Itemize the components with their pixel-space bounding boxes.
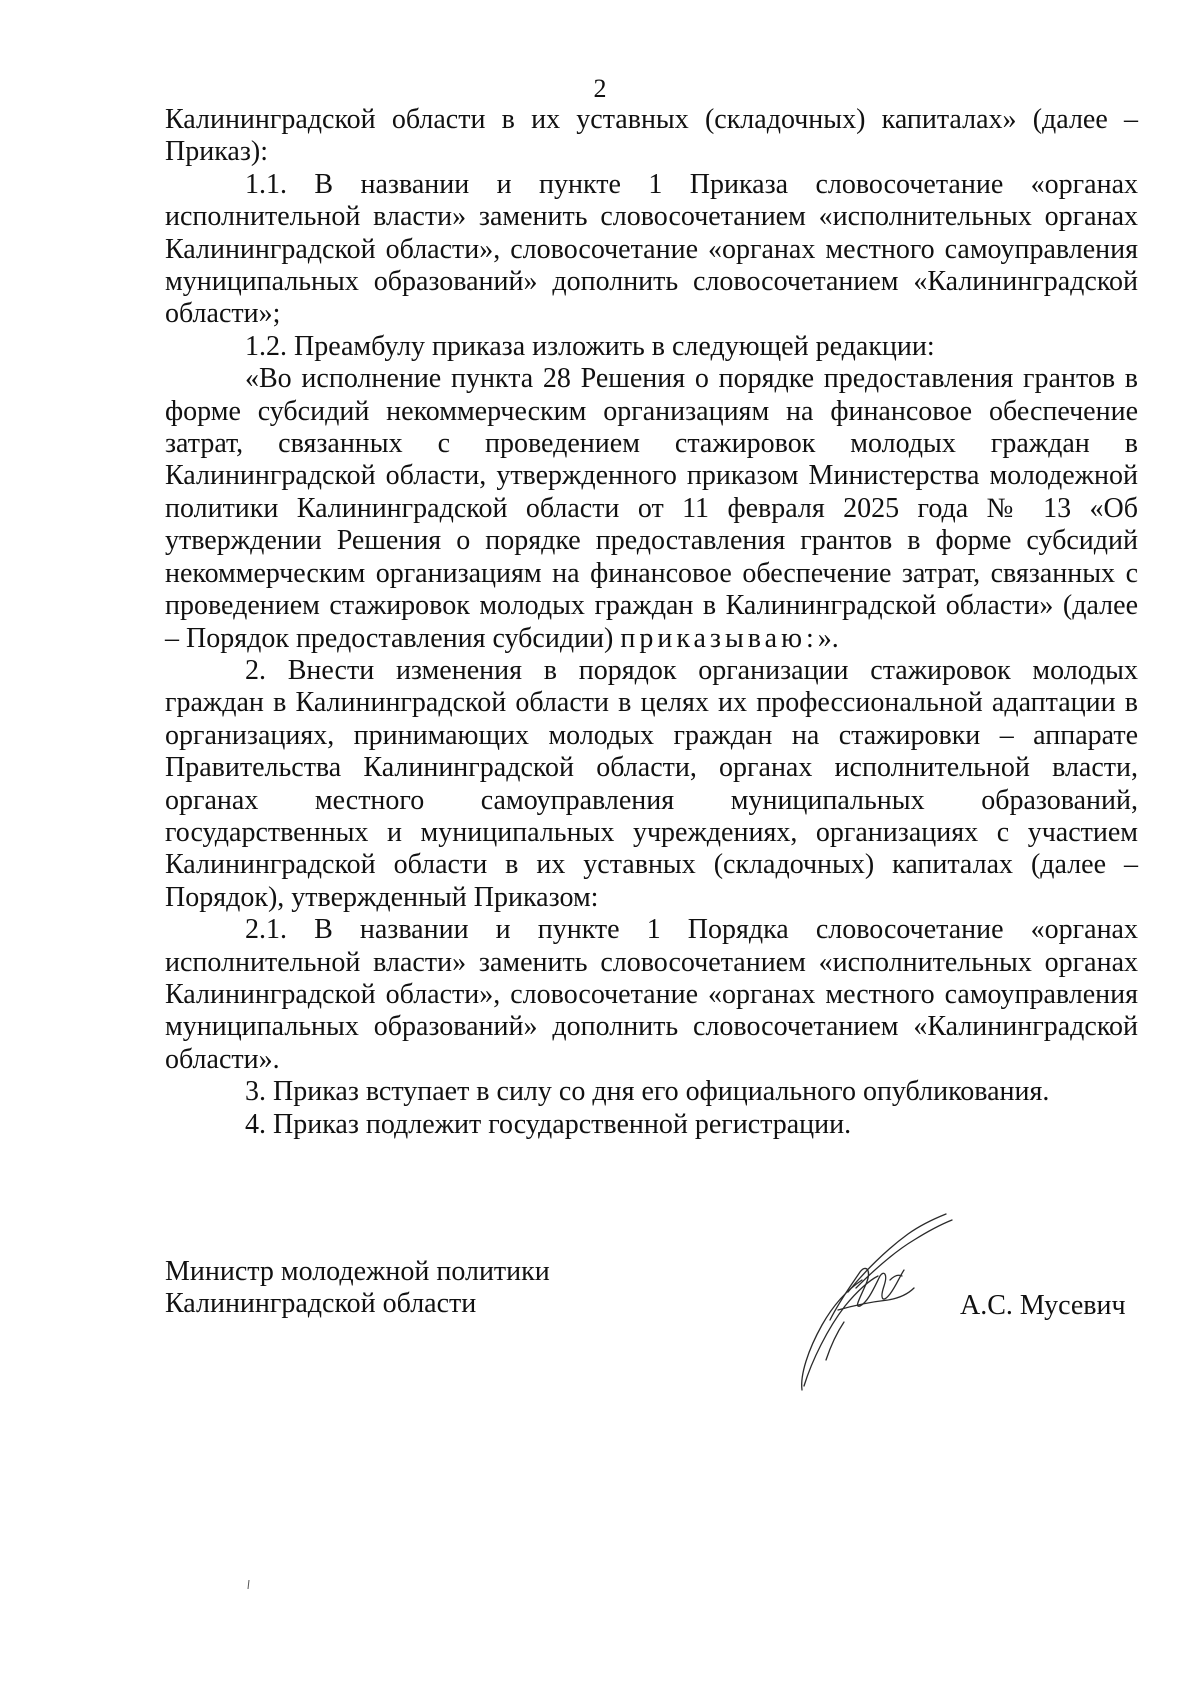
preamble-text: «Во исполнение пункта 28 Решения о порядке предоставления грантов в форме субсидий некоммерческим организациям на финансовое обеспечение затрат, связанных с проведением стажировок молодых граждан в Калининградской области, утвержденного приказом Министерства молодежной политики Калининградской области от 11 февраля 2025 года № 13 «Об утверждении Решения о порядке предоставления грантов в форме субсидий некоммерческим организациям на финансовое обеспечение затрат, связанных с проведением стажировок молодых граждан в Калининградской области» (далее – Порядок предоставления субсидии) [165, 363, 1138, 654]
paragraph-4: 4. Приказ подлежит государственной регистрации. [245, 1108, 852, 1140]
signer-position [165, 1256, 550, 1321]
document-body [165, 104, 1138, 1141]
paragraph-preamble [165, 363, 1138, 655]
signer-position-line-1: Министр молодежной политики [165, 1256, 550, 1287]
page-number: 2 [593, 74, 607, 103]
paragraph-3: 3. Приказ вступает в силу со дня его официального опубликования. [245, 1076, 1050, 1108]
preamble-tail: ». [817, 622, 839, 654]
preamble-order-word: приказываю: [620, 622, 818, 654]
handwritten-signature [790, 1210, 970, 1400]
paragraph-2-1: 2.1. В названии и пункте 1 Порядка словосочетание «органах исполнительной власти» заменить словосочетанием «исполнительных органах Калининградской области», словосочетание «органах местного самоуправления муниципальных образований» дополнить словосочетанием «Калининградской области». [165, 914, 1138, 1075]
scan-speck [247, 1580, 250, 1589]
paragraph-1-1: 1.1. В названии и пункте 1 Приказа словосочетание «органах исполнительной власти» заменить словосочетанием «исполнительных органах Калининградской области», словосочетание «органах местного самоуправления муниципальных образований» дополнить словосочетанием «Калининградской области»; [165, 168, 1138, 330]
paragraph-1-2: 1.2. Преамбулу приказа изложить в следующей редакции: [245, 330, 935, 362]
signer-position-line-2: Калининградской области [165, 1288, 477, 1320]
signer-name: А.С. Мусевич [960, 1290, 1126, 1321]
paragraph-2: 2. Внести изменения в порядок организации стажировок молодых граждан в Калининградской области в целях их профессиональной адаптации в организациях, принимающих молодых граждан на стажировки – аппарате Правительства Калининградской области, органах исполнительной власти, органах местного самоуправления муниципальных образований, государственных и муниципальных учреждениях, организациях с участием Калининградской области в их уставных (складочных) капиталах (далее – Порядок), утвержденный Приказом: [165, 654, 1138, 913]
paragraph-continuation: Калининградской области в их уставных (складочных) капиталах» (далее – Приказ): [165, 104, 1138, 168]
